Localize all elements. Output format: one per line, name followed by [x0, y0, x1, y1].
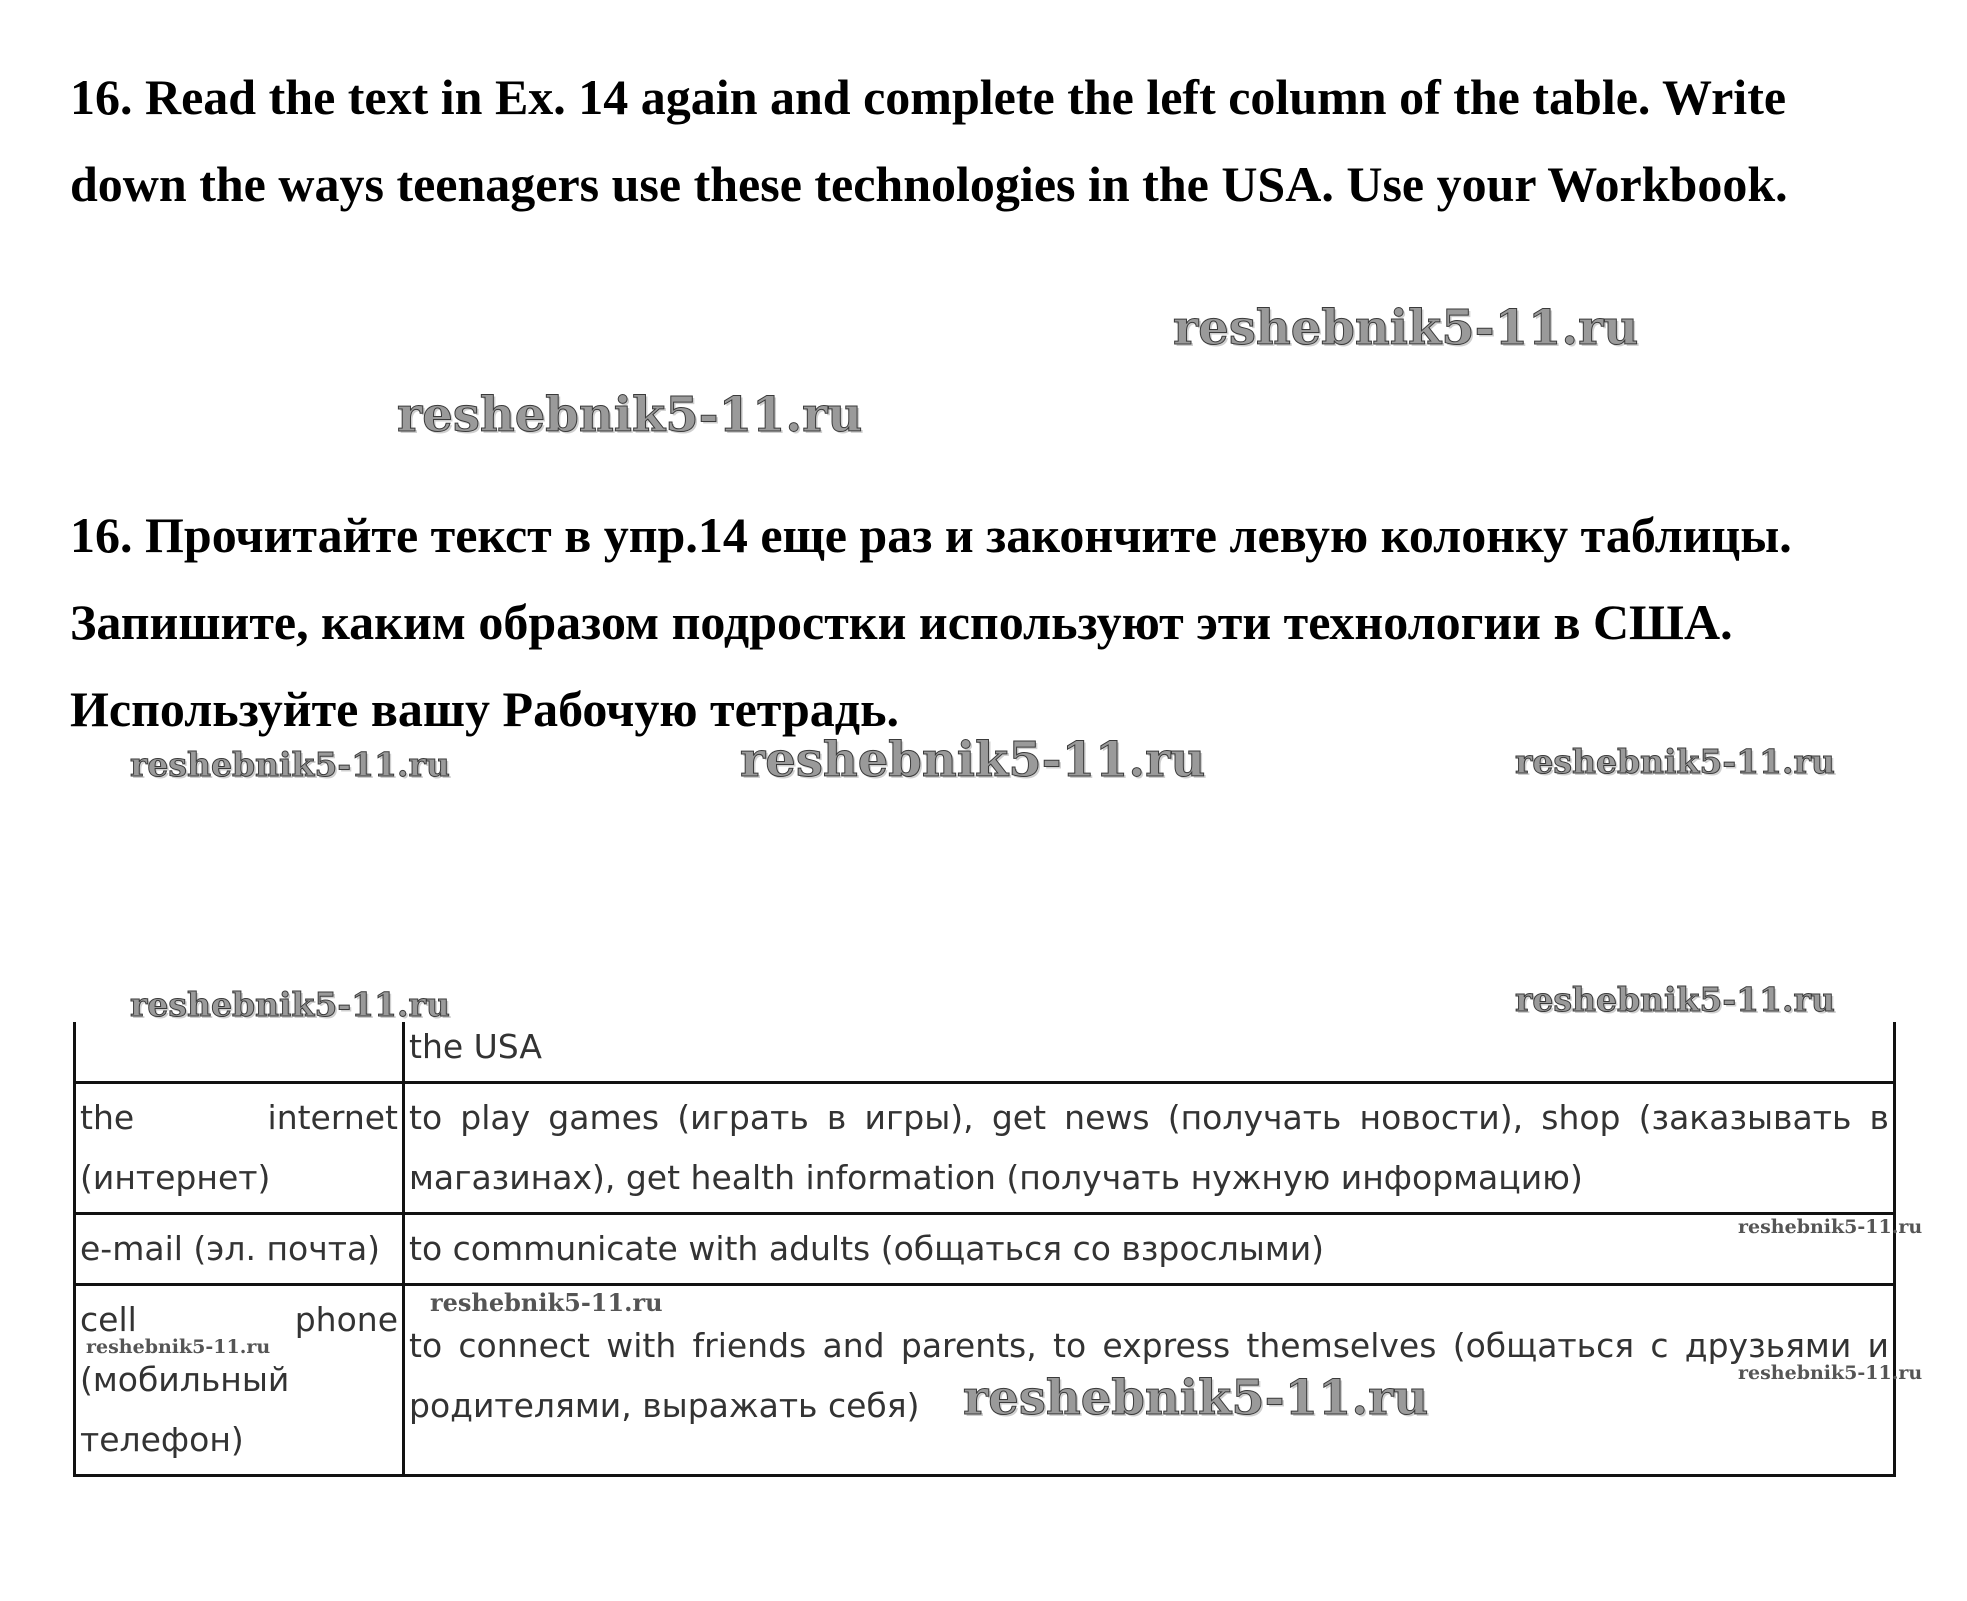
watermark: reshebnik5-11.ru	[1173, 300, 1639, 356]
uses-cell: to communicate with adults (общаться со взрослыми)	[404, 1213, 1895, 1284]
watermark: reshebnik5-11.ru	[130, 985, 450, 1024]
table-header-row	[75, 1022, 1895, 1082]
watermark: reshebnik5-11.ru	[1515, 980, 1835, 1019]
uses-cell: to play games (играть в игры), get news (получать новости), shop (заказывать в магазинах), get health information (получать нужную информацию)	[404, 1082, 1895, 1213]
watermark: reshebnik5-11.ru	[397, 387, 863, 443]
table-row	[75, 1082, 1895, 1213]
watermark: reshebnik5-11.ru	[430, 1288, 663, 1317]
watermark: reshebnik5-11.ru	[86, 1336, 271, 1358]
technology-cell: the internet (интернет)	[75, 1082, 404, 1213]
technology-cell: cell phone (мобильный телефон)	[75, 1284, 404, 1475]
watermark: reshebnik5-11.ru	[740, 732, 1206, 788]
header-cell-country: the USA	[404, 1022, 1895, 1082]
watermark: reshebnik5-11.ru	[1738, 1362, 1923, 1384]
watermark: reshebnik5-11.ru	[1515, 742, 1835, 781]
watermark: reshebnik5-11.ru	[130, 745, 450, 784]
header-cell-technology	[75, 1022, 404, 1082]
technology-cell: e-mail (эл. почта)	[75, 1213, 404, 1284]
task-english: 16. Read the text in Ex. 14 again and complete the left column of the table. Write down the ways teenagers use these technologies in the USA. Use your Workbook.	[70, 69, 1788, 212]
watermark: reshebnik5-11.ru	[963, 1370, 1429, 1426]
task-russian: 16. Прочитайте текст в упр.14 еще раз и закончите левую колонку таблицы. Запишите, каким образом подростки используют эти технологии в США. Используйте вашу Рабочую тетрадь.	[70, 507, 1792, 737]
table-row	[75, 1213, 1895, 1284]
watermark: reshebnik5-11.ru	[1738, 1216, 1923, 1238]
uses-cell: to connect with friends and parents, to express themselves (общаться с друзьями и родителями, выражать себя)	[404, 1284, 1895, 1475]
